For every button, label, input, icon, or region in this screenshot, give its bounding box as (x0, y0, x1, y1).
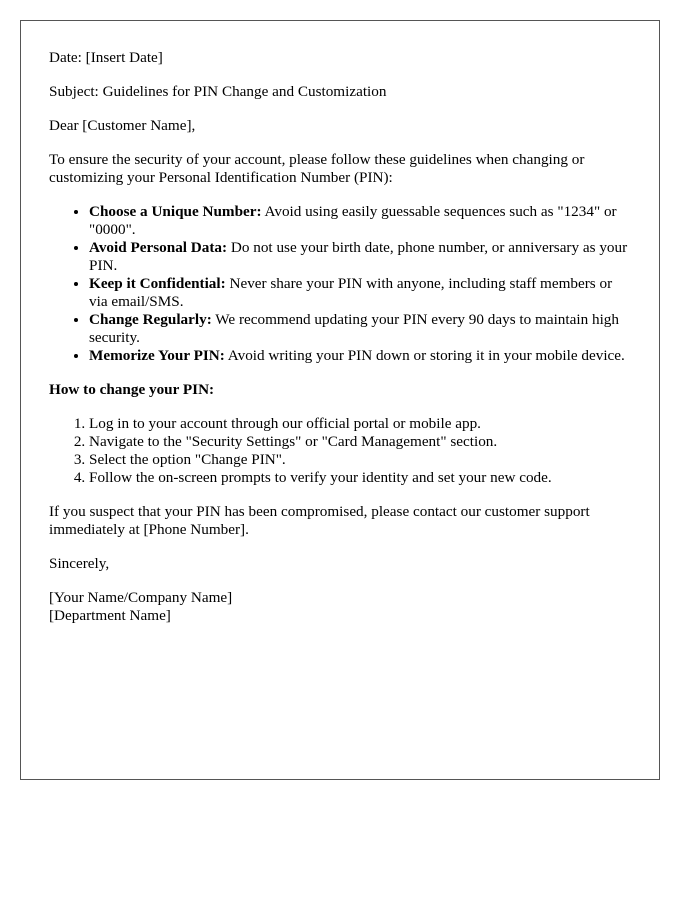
sender-name: [Your Name/Company Name] (49, 589, 233, 606)
date-line: Date: [Insert Date] (49, 49, 163, 66)
guideline-text: Avoid using easily guessable sequences such as "1234" or "0000". (89, 203, 617, 238)
guideline-title: Choose a Unique Number: (89, 203, 262, 220)
salutation: Dear [Customer Name], (49, 117, 196, 134)
sender-department: [Department Name] (49, 607, 171, 624)
step-item: 2. Navigate to the "Security Settings" or "Card Management" section. (89, 433, 631, 451)
intro-paragraph: To ensure the security of your account, please follow these guidelines when changing or customizing your Personal Identification Number (PIN): (49, 151, 585, 186)
support-paragraph: If you suspect that your PIN has been compromised, please contact our customer support immediately at [Phone Number]. (49, 503, 590, 538)
step-item: 1. Log in to your account through our official portal or mobile app. (89, 415, 631, 433)
guideline-item (89, 239, 631, 275)
guideline-text: Do not use your birth date, phone number, or anniversary as your PIN. (89, 239, 628, 274)
guideline-title: Change Regularly: (89, 311, 212, 328)
steps-list (49, 415, 631, 487)
letter-page (20, 20, 660, 780)
guideline-item (89, 275, 631, 311)
guideline-title: Avoid Personal Data: (89, 239, 228, 256)
guideline-text: Avoid writing your PIN down or storing it in your mobile device. (224, 347, 625, 364)
step-item: 3. Select the option "Change PIN". (89, 451, 631, 469)
guideline-item (89, 311, 631, 347)
how-to-heading (49, 381, 631, 399)
guideline-item (89, 203, 631, 239)
step-item: 4. Follow the on-screen prompts to verify your identity and set your new code. (89, 469, 631, 487)
guideline-text: Never share your PIN with anyone, including staff members or via email/SMS. (89, 275, 613, 310)
guideline-title: Memorize Your PIN: (89, 347, 225, 364)
subject-line: Subject: Guidelines for PIN Change and Customization (49, 83, 387, 100)
guidelines-list (49, 203, 631, 365)
how-to-heading-text: How to change your PIN: (49, 381, 215, 398)
signature-block (49, 589, 631, 625)
guideline-text: We recommend updating your PIN every 90 days to maintain high security. (89, 311, 619, 346)
guideline-title: Keep it Confidential: (89, 275, 226, 292)
guideline-item (89, 347, 631, 365)
signoff: Sincerely, (49, 555, 110, 572)
